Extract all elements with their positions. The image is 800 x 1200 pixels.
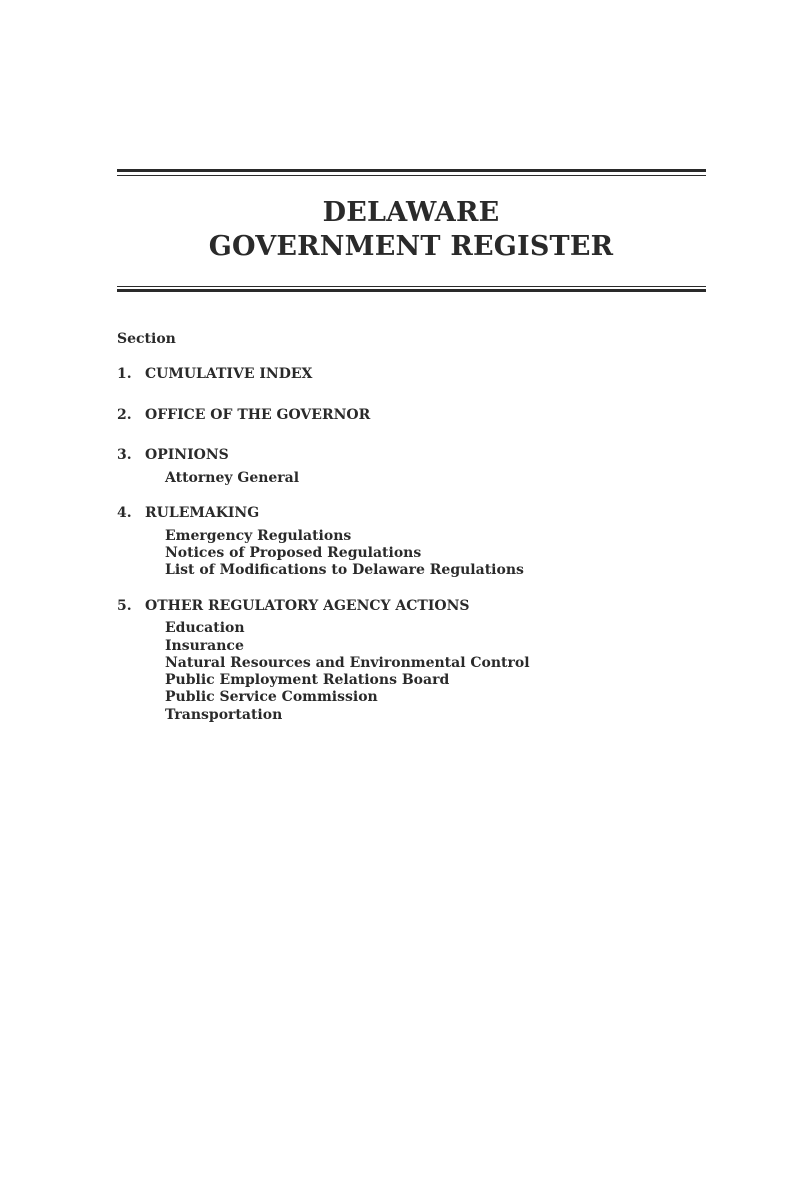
toc-subitem-emergency-regulations: Emergency Regulations [165, 528, 352, 544]
toc-item-label: OFFICE OF THE GOVERNOR [145, 407, 371, 423]
toc-item-number: 2. [117, 407, 132, 423]
page-title-line-1: DELAWARE [322, 197, 500, 228]
bottom-rule-thin-line [117, 286, 706, 287]
toc-item-number: 5. [117, 598, 132, 614]
toc-item-label: OPINIONS [145, 447, 229, 463]
toc-subitem-public-service-commission: Public Service Commission [165, 689, 378, 705]
top-rule-thick-line [117, 169, 706, 172]
section-label: Section [117, 331, 176, 347]
top-rule-thin-line [117, 175, 706, 176]
toc-item-number: 4. [117, 505, 132, 521]
toc-item-other-regulatory-agency-actions [117, 597, 470, 615]
toc-item-number: 1. [117, 366, 132, 382]
toc-item-cumulative-index [117, 365, 312, 383]
top-double-rule [117, 169, 706, 177]
bottom-double-rule [117, 286, 706, 294]
toc-item-rulemaking [117, 504, 259, 522]
toc-item-label: OTHER REGULATORY AGENCY ACTIONS [145, 598, 470, 614]
page-title-line-2: GOVERNMENT REGISTER [208, 231, 614, 262]
toc-subitem-public-employment-relations-board: Public Employment Relations Board [165, 672, 450, 688]
toc-item-label: CUMULATIVE INDEX [145, 366, 313, 382]
toc-subitem-natural-resources: Natural Resources and Environmental Control [165, 655, 530, 671]
toc-subitem-list-of-modifications: List of Modifications to Delaware Regulations [165, 562, 524, 578]
toc-subitem-notices-of-proposed-regulations: Notices of Proposed Regulations [165, 545, 422, 561]
bottom-rule-thick-line [117, 289, 706, 292]
toc-item-office-of-the-governor [117, 406, 370, 424]
toc-item-label: RULEMAKING [145, 505, 260, 521]
toc-item-number: 3. [117, 447, 132, 463]
toc-subitem-insurance: Insurance [165, 638, 244, 654]
toc-subitem-transportation: Transportation [165, 707, 283, 723]
toc-subitem-attorney-general: Attorney General [165, 470, 300, 486]
toc-subitem-education: Education [165, 620, 245, 636]
toc-item-opinions [117, 446, 229, 464]
